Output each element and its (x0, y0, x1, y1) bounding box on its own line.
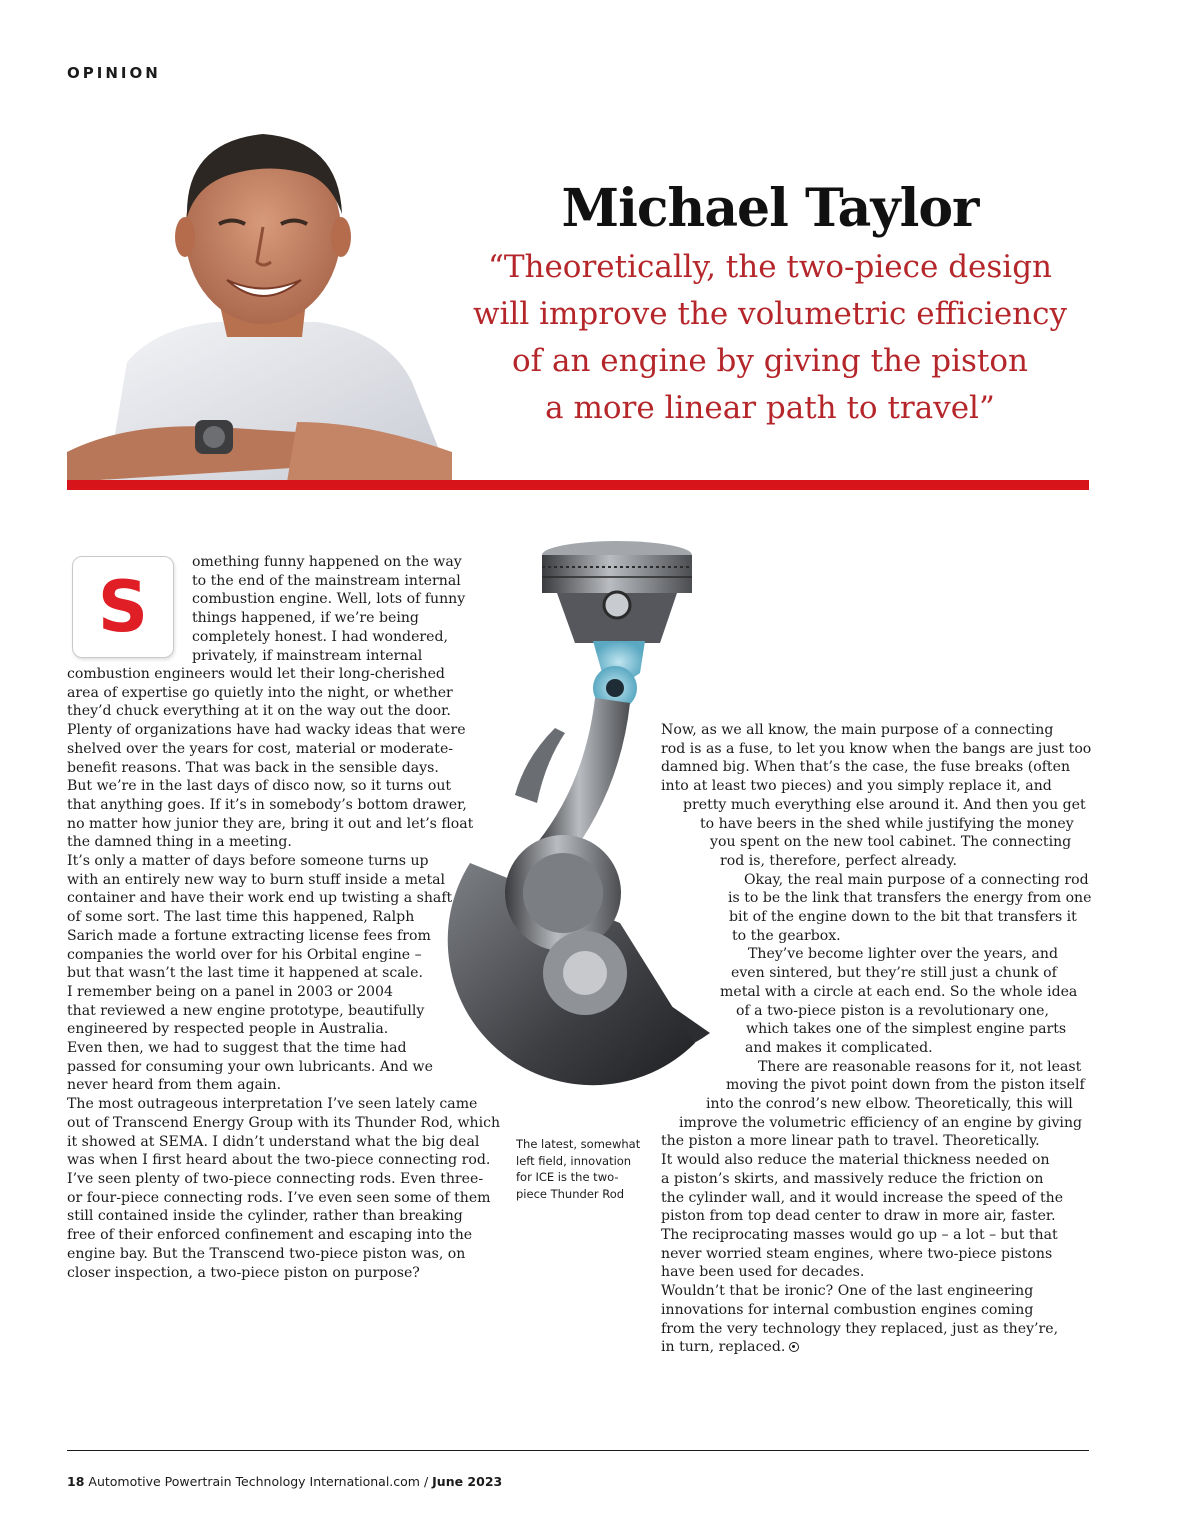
article-line: It would also reduce the material thickness needed on (661, 1152, 1050, 1169)
caption-line: for ICE is the two- (516, 1170, 619, 1184)
article-line: damned big. When that’s the case, the fuse breaks (often (661, 759, 1071, 776)
drop-cap: S (72, 556, 174, 658)
author-name: Michael Taylor (561, 178, 979, 239)
article-line: to the gearbox. (732, 927, 841, 944)
article-line: The most outrageous interpretation I’ve seen lately came (67, 1096, 478, 1113)
article-line: Okay, the real main purpose of a connecting rod (744, 871, 1089, 888)
article-line: Wouldn’t that be ironic? One of the last engineering (661, 1283, 1034, 1300)
article-line: companies the world over for his Orbital engine – (67, 946, 422, 963)
article-line: that reviewed a new engine prototype, beautifully (67, 1002, 425, 1019)
article-line: area of expertise go quietly into the night, or whether (67, 684, 453, 701)
article-line: omething funny happened on the way (192, 554, 462, 570)
article-line: still contained inside the cylinder, rather than breaking (67, 1208, 463, 1225)
article-line: was when I first heard about the two-piece connecting rod. (67, 1152, 491, 1169)
article-line: that anything goes. If it’s in somebody’s bottom drawer, (67, 796, 467, 813)
article-line: privately, if mainstream internal (192, 647, 423, 664)
article-line: to the end of the mainstream internal (192, 572, 461, 589)
article-line: The reciprocating masses would go up – a lot – but that (661, 1226, 1058, 1243)
page-number: 18 (67, 1474, 85, 1489)
article-line: It’s only a matter of days before someone turns up (67, 853, 429, 870)
article-intro (192, 553, 465, 665)
article-line: container and have their work end up twisting a shaft (67, 890, 453, 907)
article-line: engineered by respected people in Australia. (67, 1021, 389, 1038)
article-line: completely honest. I had wondered, (192, 628, 448, 645)
publication-name: Automotive Powertrain Technology International.com / (88, 1474, 429, 1489)
article-line: or four-piece connecting rods. I’ve even seen some of them (67, 1189, 491, 1206)
article-line: rod is as a fuse, to let you know when the bangs are just too (661, 740, 1092, 757)
article-line: have been used for decades. (661, 1264, 865, 1281)
article-line: closer inspection, a two-piece piston on purpose? (67, 1264, 420, 1281)
issue-date: June 2023 (432, 1474, 503, 1489)
article-line: pretty much everything else around it. And then you get (683, 796, 1086, 813)
end-mark-icon (789, 1342, 799, 1352)
article-line: never worried steam engines, where two-piece pistons (661, 1245, 1053, 1262)
article-line: They’ve become lighter over the years, and (748, 946, 1059, 963)
article-line: with an entirely new way to burn stuff inside a metal (67, 871, 446, 888)
article-line: things happened, if we’re being (192, 610, 419, 627)
article-line: rod is, therefore, perfect already. (720, 852, 957, 869)
article-line: moving the pivot point down from the piston itself (726, 1077, 1085, 1094)
section-label: OPINION (67, 64, 161, 82)
article-line: is to be the link that transfers the energy from one (728, 890, 1092, 907)
article-line: from the very technology they replaced, just as they’re, (661, 1320, 1059, 1337)
article-line: and makes it complicated. (745, 1039, 933, 1056)
article-line: Plenty of organizations have had wacky ideas that were (67, 722, 466, 739)
article-line: no matter how junior they are, bring it out and let’s float (67, 815, 474, 832)
article-column-right (0, 721, 1091, 1357)
article-line: which takes one of the simplest engine parts (746, 1021, 1067, 1038)
article-line: the damned thing in a meeting. (67, 834, 292, 851)
article-line: but that wasn’t the last time it happened at scale. (67, 965, 423, 982)
article-line: engine bay. But the Transcend two-piece piston was, on (67, 1245, 466, 1262)
article-line: in turn, replaced. (661, 1338, 1091, 1357)
article-line: it showed at SEMA. I didn’t understand what the big deal (67, 1133, 480, 1150)
article-line: Even then, we had to suggest that the time had (67, 1040, 407, 1057)
pull-quote-line: a more linear path to travel” (545, 390, 995, 426)
article-line: free of their enforced confinement and escaping into the (67, 1227, 473, 1244)
pull-quote (450, 244, 1090, 432)
author-portrait (67, 122, 452, 482)
article-line: the piston a more linear path to travel. Theoretically. (661, 1133, 1040, 1150)
article-line: shelved over the years for cost, material or moderate- (67, 740, 454, 757)
article-line: But we’re in the last days of disco now, so it turns out (67, 778, 452, 795)
article-line: I remember being on a panel in 2003 or 2004 (67, 983, 393, 1000)
caption-line: The latest, somewhat (516, 1137, 641, 1151)
header-divider (67, 480, 1089, 490)
caption-line: piece Thunder Rod (516, 1186, 625, 1201)
article-line: improve the volumetric efficiency of an engine by giving (679, 1114, 1083, 1131)
article-line: you spent on the new tool cabinet. The connecting (710, 834, 1072, 851)
article-line: never heard from them again. (67, 1077, 282, 1094)
article-line: passed for consuming your own lubricants. And we (67, 1058, 433, 1075)
article-line: benefit reasons. That was back in the sensible days. (67, 759, 439, 776)
article-line: bit of the engine down to the bit that transfers it (729, 909, 1077, 926)
article-line: Now, as we all know, the main purpose of a connecting (661, 722, 1054, 738)
article-line: combustion engine. Well, lots of funny (192, 591, 466, 608)
pull-quote-line: will improve the volumetric efficiency (472, 296, 1068, 332)
caption-line: left field, innovation (516, 1153, 632, 1168)
article-line: metal with a circle at each end. So the whole idea (720, 983, 1078, 1000)
article-line: of some sort. The last time this happened, Ralph (67, 909, 415, 926)
article-line: a piston’s skirts, and massively reduce the friction on (661, 1170, 1044, 1187)
article-line: I’ve seen plenty of two-piece connecting rods. Even three- (67, 1170, 484, 1187)
article-line: piston from top dead center to draw in more air, faster. (661, 1208, 1056, 1225)
article-line: they’d chuck everything at it on the way out the door. (67, 703, 451, 720)
article-line: to have beers in the shed while justifying the money (700, 815, 1074, 832)
article-line: even sintered, but they’re still just a chunk of (731, 965, 1057, 982)
article-line: into the conrod’s new elbow. Theoretically, this will (706, 1096, 1073, 1113)
page-footer (67, 1474, 502, 1489)
article-line: There are reasonable reasons for it, not least (758, 1058, 1082, 1075)
article-line: Sarich made a fortune extracting license fees from (67, 927, 431, 944)
article-line: innovations for internal combustion engines coming (661, 1301, 1034, 1318)
article-line: out of Transcend Energy Group with its Thunder Rod, which (67, 1114, 501, 1131)
footer-divider (67, 1450, 1089, 1451)
article-line: of a two-piece piston is a revolutionary one, (736, 1002, 1050, 1019)
pull-quote-line: of an engine by giving the piston (512, 343, 1028, 379)
pull-quote-line: “Theoretically, the two-piece design (487, 249, 1053, 285)
article-line: combustion engineers would let their long-cherished (67, 666, 445, 682)
article-line: the cylinder wall, and it would increase the speed of the (661, 1189, 1064, 1206)
article-line: into at least two pieces) and you simply replace it, and (661, 778, 1052, 795)
